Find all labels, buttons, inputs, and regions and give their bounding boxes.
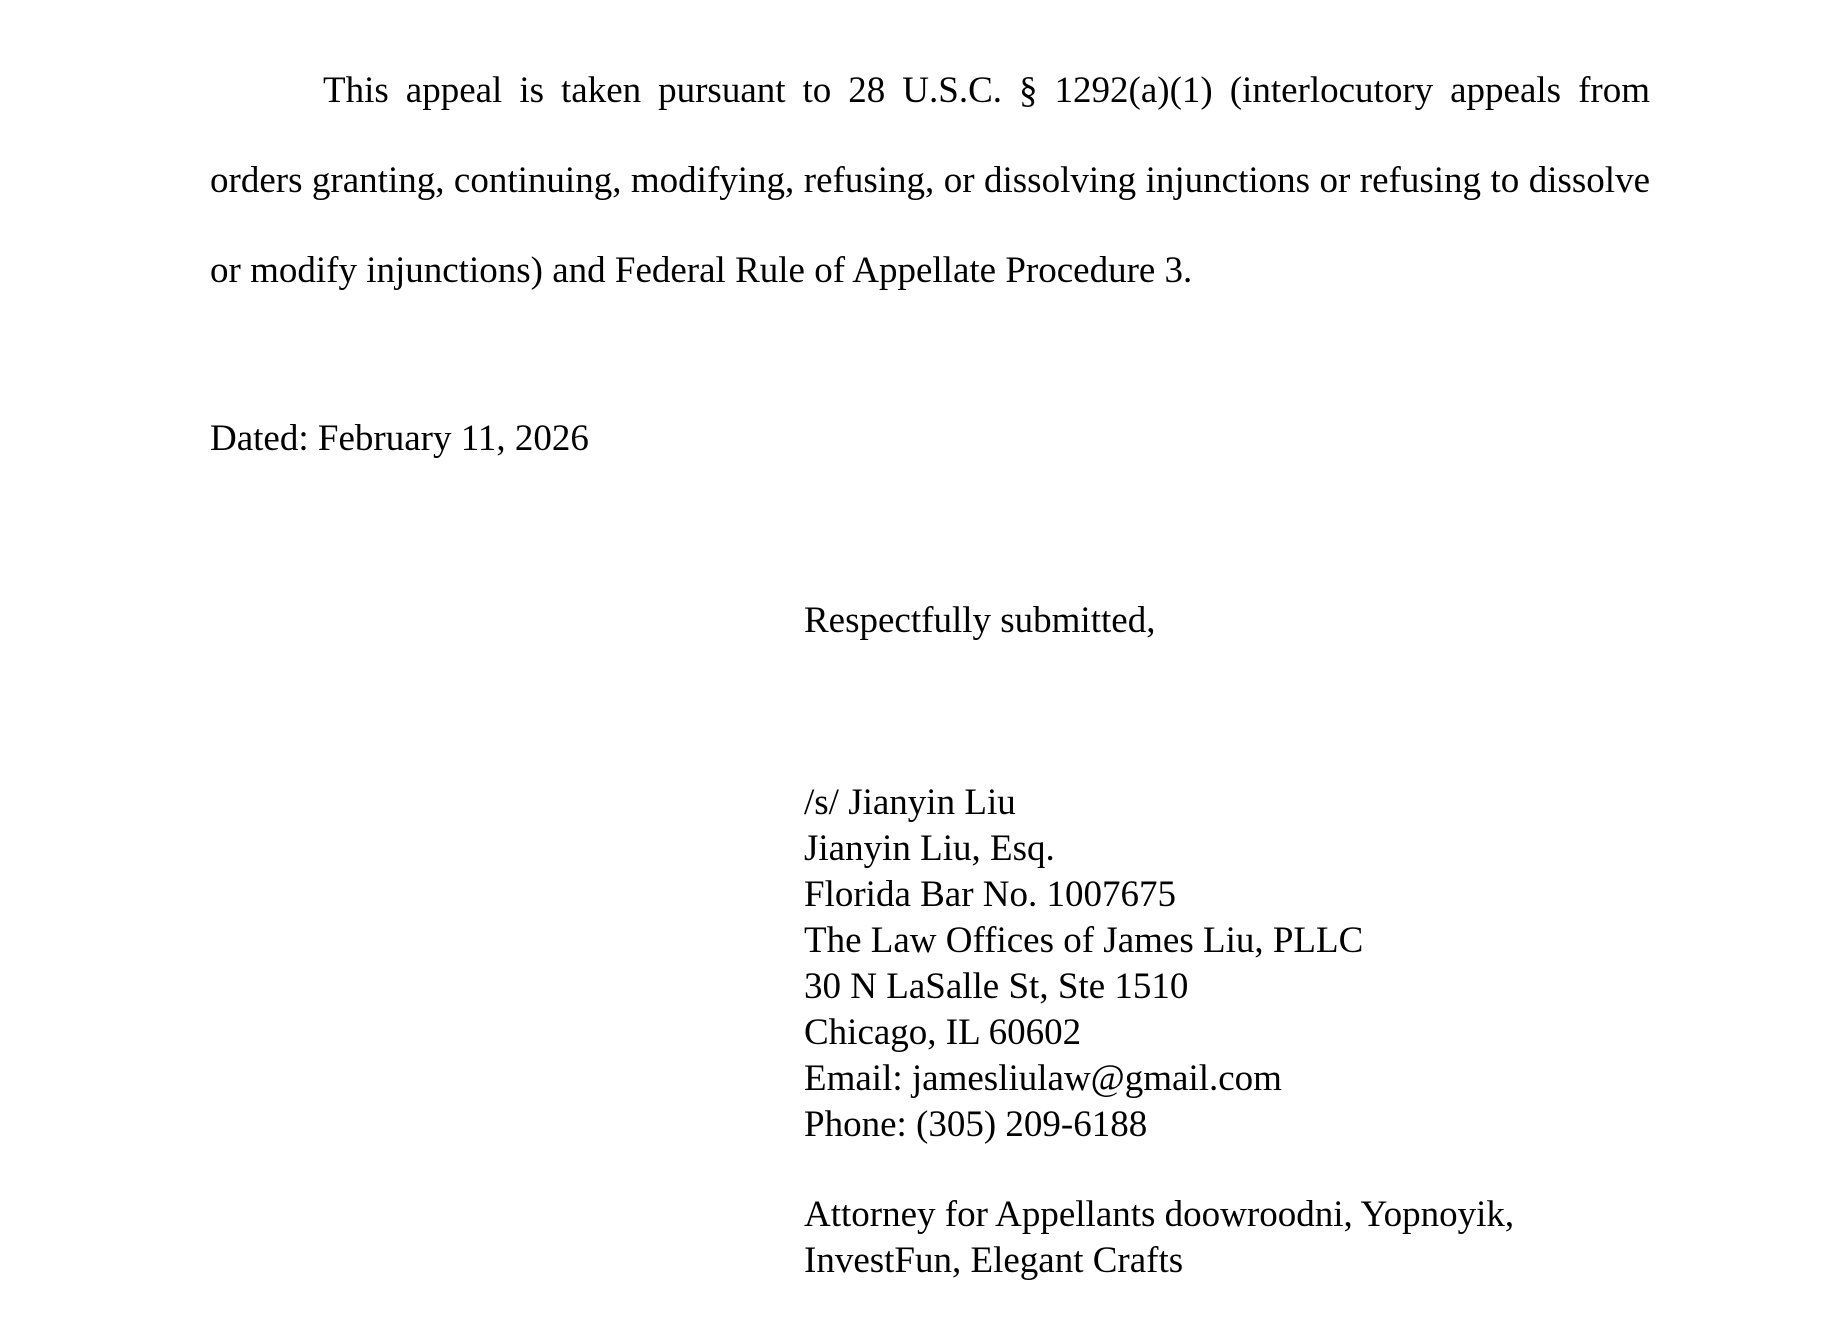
phone-line: Phone: (305) 209-6188 — [804, 1104, 1148, 1145]
attorney-for-line-1: Attorney for Appellants doowroodni, Yopnoyik, — [804, 1194, 1515, 1235]
attorney-for-block — [804, 1192, 1514, 1284]
law-firm: The Law Offices of James Liu, PLLC — [804, 920, 1364, 961]
email-line: Email: jamesliulaw@gmail.com — [804, 1058, 1282, 1099]
electronic-signature: /s/ Jianyin Liu — [804, 782, 1016, 823]
address-street: 30 N LaSalle St, Ste 1510 — [804, 966, 1189, 1007]
attorney-name: Jianyin Liu, Esq. — [804, 828, 1055, 869]
date-line: Dated: February 11, 2026 — [210, 418, 589, 459]
address-city: Chicago, IL 60602 — [804, 1012, 1082, 1053]
signature-block — [804, 780, 1363, 1148]
attorney-for-line-2: InvestFun, Elegant Crafts — [804, 1240, 1184, 1281]
bar-number: Florida Bar No. 1007675 — [804, 874, 1177, 915]
jurisdiction-paragraph: This appeal is taken pursuant to 28 U.S.C. § 1292(a)(1) (interlocutory appeals from orders granting, continuing, modifying, refusing, or dissolving injunctions or refusing to dissolve or modify injunctions) and Federal Rule of Appellate Procedure 3. — [210, 70, 1650, 291]
closing-line: Respectfully submitted, — [804, 600, 1156, 641]
